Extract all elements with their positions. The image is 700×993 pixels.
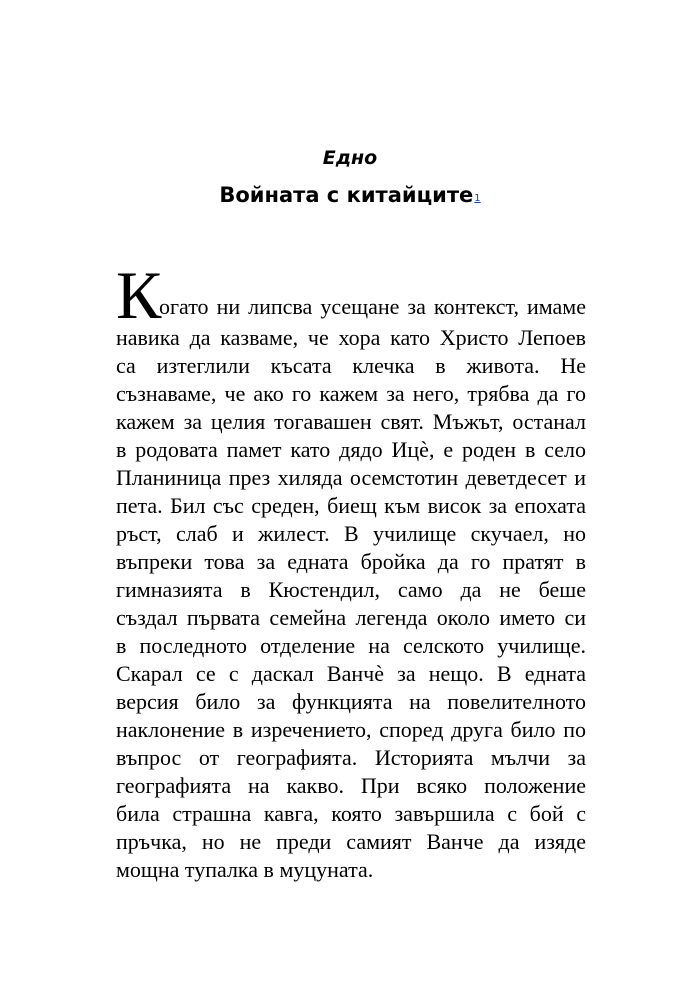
paragraph-line: версия било за функцията на повелителното [116,689,586,714]
chapter-number: Едно [322,147,378,169]
paragraph-line: въпрос от географията. Историята мълчи за [116,745,586,770]
paragraph-line: Скарал се с даскал Ванчѐ за нещо. В едната [116,661,586,686]
paragraph-line: кажем за целия тогавашен свят. Мъжът, останал [116,409,586,434]
chapter-title-text: Войната с китайците [219,183,474,207]
paragraph-line: пета. Бил със среден, биещ към висок за епохата [116,493,586,518]
first-line-text: огато ни липсва усещане за контекст, имаме [159,294,586,319]
paragraph-line: са изтеглили късата клечка в живота. Не [116,353,586,378]
paragraph-line: въпреки това за едната бройка да го пратят в [116,549,586,574]
drop-cap-letter: К [116,257,162,333]
paragraph-line: в родовата памет като дядо Ицѐ, е роден в село [116,437,586,462]
paragraph-line: наклонение в изречението, според друга било по [116,717,586,742]
chapter-title [0,180,700,214]
paragraph-line: навика да казваме, че хора като Христо Лепоев [116,325,586,350]
paragraph-line: ръст, слаб и жилест. В училище скучаел, но [116,521,586,546]
paragraph-line: съзнаваме, че ако го кажем за него, трябва да го [116,381,586,406]
paragraph-line: пръчка, но не преди самият Ванче да изяде [116,829,586,854]
paragraph-first-line [116,257,586,333]
paragraph-line: в последното отделение на селското училище. [116,633,586,658]
body-paragraph [116,257,586,884]
paragraph-line: Планиница през хиляда осемстотин деветдесет и [116,465,586,490]
paragraph-line: гимназията в Кюстендил, само да не беше [116,577,586,602]
footnote-reference-link[interactable]: 1 [474,193,481,204]
paragraph-last-line: мощна тупалка в муцуната. [116,857,374,882]
paragraph-line: била страшна кавга, която завършила с бой с [116,801,586,826]
paragraph-line: създал първата семейна легенда около името си [116,605,586,630]
paragraph-line: географията на какво. При всяко положение [116,773,586,798]
